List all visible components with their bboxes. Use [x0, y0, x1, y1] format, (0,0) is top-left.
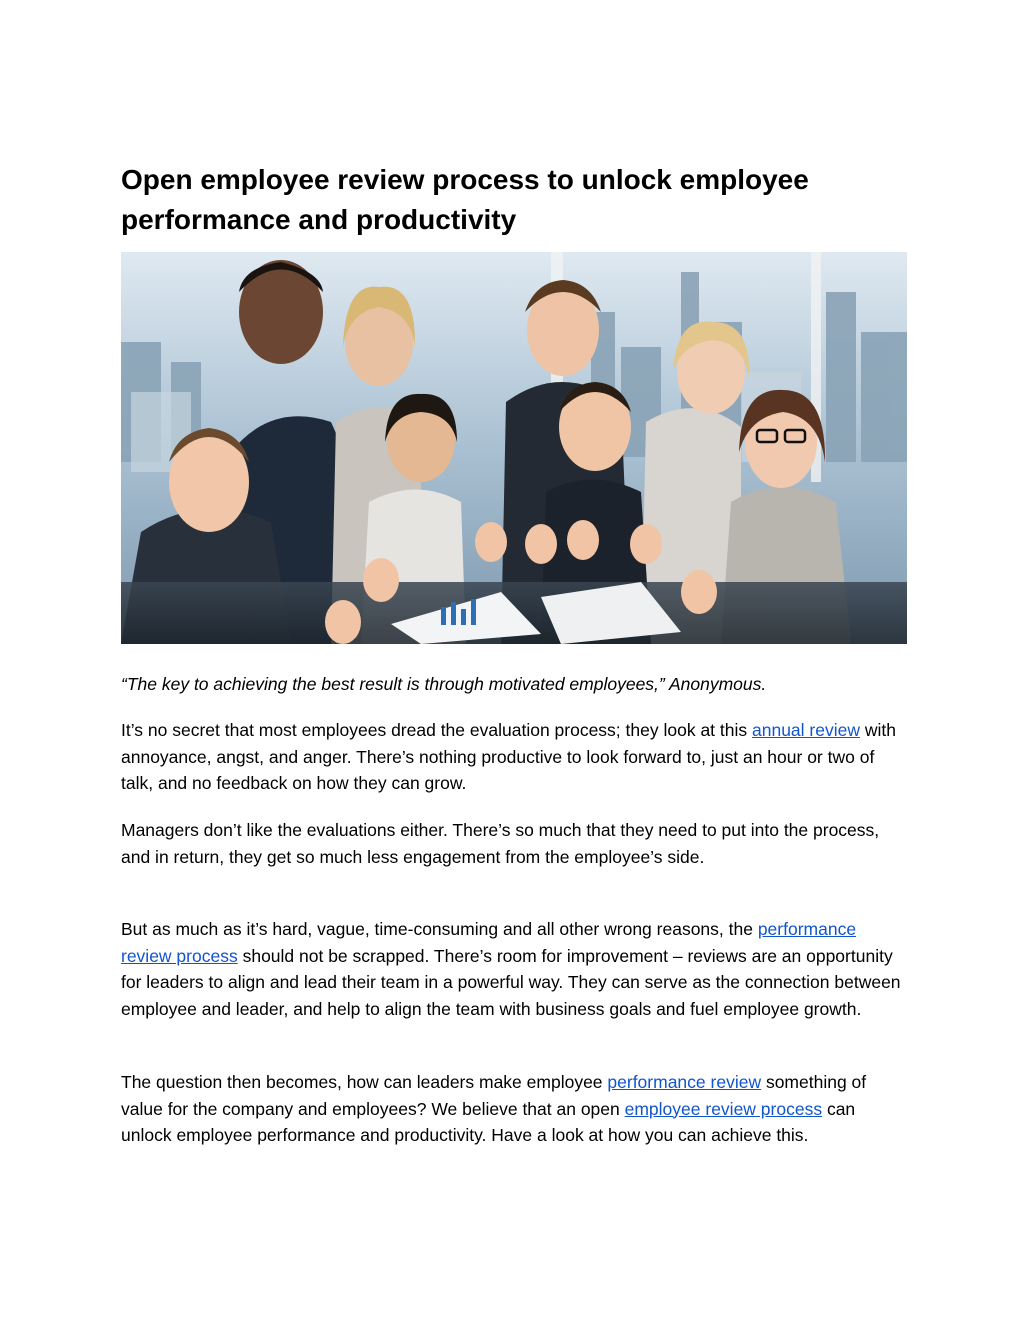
paragraph-2: Managers don’t like the evaluations either. There’s so much that they need to put into the process, and in return, they get so much less engagement from the employee’s side. [121, 820, 880, 867]
article-title: Open employee review process to unlock employee performance and productivity [121, 164, 809, 235]
article-quote: “The key to achieving the best result is through motivated employees,” Anonymous. [121, 674, 767, 694]
team-photo [121, 252, 907, 644]
team-photo-illustration [121, 252, 907, 644]
paragraph-1-text-a: It’s no secret that most employees dread the evaluation process; they look at this [121, 720, 752, 740]
paragraph-4-text-b: something of value for the company and employees? We believe that an open [121, 1072, 867, 1119]
paragraph-4-text-c: can unlock employee performance and productivity. Have a look at how you can achieve this. [121, 1098, 856, 1145]
paragraph-4-text-a: The question then becomes, how can leaders make employee [121, 1072, 608, 1092]
paragraph-3-text-a: But as much as it’s hard, vague, time-consuming and all other wrong reasons, the [121, 919, 758, 939]
paragraph-4 [121, 1069, 907, 1149]
paragraph-1-text-b: with annoyance, angst, and anger. There’s nothing productive to look forward to, just an hour or two of talk, and no feedback on how they can grow. [121, 720, 896, 793]
performance-review-process-link[interactable]: performance review process [121, 919, 857, 966]
paragraph-3-text-b: should not be scrapped. There’s room for improvement – reviews are an opportunity for leaders to align and lead their team in a powerful way. They can serve as the connection between employee and leader, and help to align the team with business goals and fuel employee growth. [121, 945, 901, 1019]
paragraph-1 [121, 717, 907, 797]
paragraph-3 [121, 916, 907, 1022]
employee-review-process-link[interactable]: employee review process [624, 1098, 823, 1119]
annual-review-link[interactable]: annual review [752, 720, 860, 740]
performance-review-link[interactable]: performance review [607, 1072, 762, 1092]
